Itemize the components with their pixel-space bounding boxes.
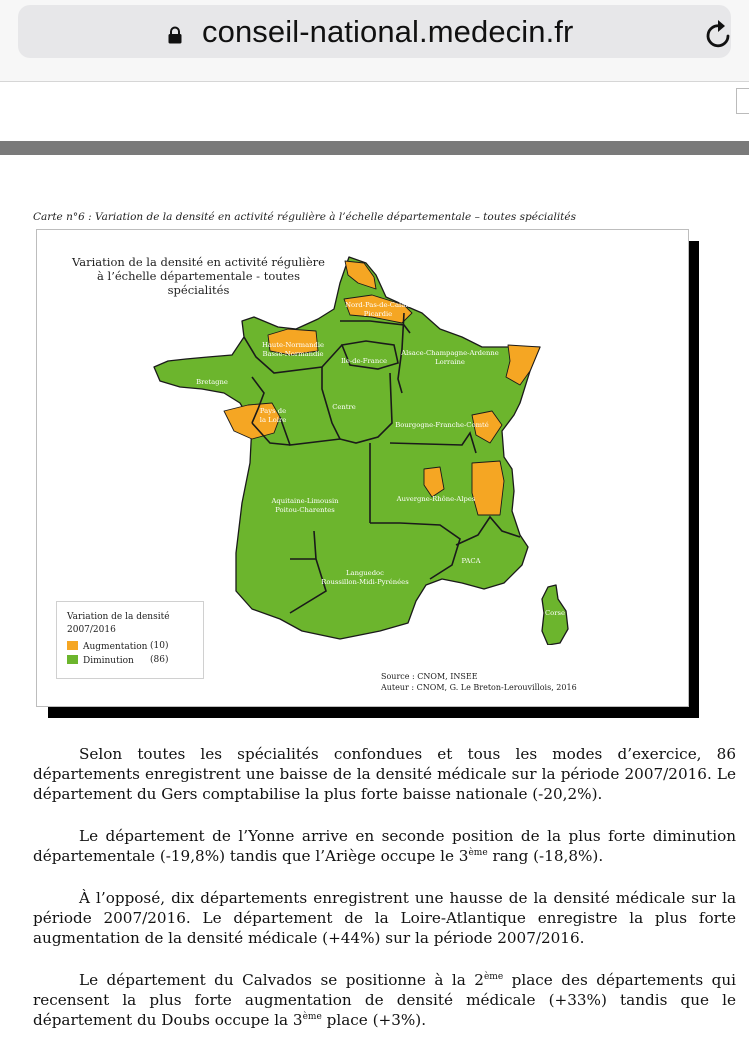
paragraph-4-text: Le département du Calvados se positionne à la 2ème place des départements qui recensent la plus forte augmentation de densité médicale (+33%) tandis que le département du Doubs occupe la 3ème place (+3%). (33, 971, 736, 1029)
label-bfc: Bourgogne-Franche-Comté (395, 421, 489, 429)
paragraph-1 (33, 744, 736, 804)
map-title-line1: Variation de la densité en activité régulière (72, 255, 325, 269)
browser-toolbar (0, 0, 749, 82)
legend-swatch-orange (67, 641, 78, 650)
address-bar[interactable] (18, 5, 731, 58)
map-title-line2: à l’échelle départementale - toutes spécialités (97, 269, 300, 297)
legend-item-diminution (67, 655, 169, 666)
paragraph-2-text: Le département de l’Yonne arrive en seconde position de la plus forte diminution départementale (-19,8%) tandis que l’Ariège occupe le 3ème rang (-18,8%). (33, 827, 736, 865)
label-normandie-2: Basse-Normandie (262, 350, 324, 358)
legend-label: Diminution (83, 656, 134, 666)
source-line1: Source : CNOM, INSEE (381, 672, 478, 681)
lock-icon (167, 26, 183, 44)
viewer-toolbar-divider (0, 141, 749, 155)
label-hdf-1: Nord-Pas-de-Calais (345, 301, 411, 309)
label-centre: Centre (332, 403, 356, 411)
label-pdl-2: la Loire (259, 416, 287, 424)
paragraph-1-text: Selon toutes les spécialités confondues et tous les modes d’exercice, 86 départements enregistrent une baisse de la densité médicale sur la période 2007/2016. Le département du Gers comptabilise la plus forte baisse nationale (-20,2%). (33, 745, 736, 803)
france-map (140, 253, 585, 645)
label-pdl-1: Pays de (259, 407, 287, 415)
legend-count: (86) (150, 655, 169, 665)
label-paca: PACA (461, 557, 481, 565)
dept-savoie (472, 461, 504, 515)
paragraph-3 (33, 888, 736, 948)
legend-label: Augmentation (83, 642, 148, 652)
label-hdf-2: Picardie (363, 310, 393, 318)
page-edge-tab (736, 88, 749, 114)
label-alpc-2: Poitou-Charentes (275, 506, 335, 514)
label-ara: Auvergne-Rhône-Alpes (396, 495, 476, 503)
paragraph-4 (33, 970, 736, 1030)
legend-title-line2: 2007/2016 (67, 625, 116, 635)
label-acal-2: Lorraine (435, 358, 465, 366)
legend-count: (10) (150, 641, 169, 651)
map-caption: Carte n°6 : Variation de la densité en activité régulière à l’échelle départementale – toutes spécialités (33, 211, 576, 223)
source-line2: Auteur : CNOM, G. Le Breton-Lerouvillois, 2016 (381, 683, 577, 692)
map-source (381, 671, 577, 693)
paragraph-2 (33, 826, 736, 866)
label-alpc-1: Aquitaine-Limousin (271, 497, 339, 505)
url-text[interactable]: conseil-national.medecin.fr (202, 14, 574, 49)
label-bretagne: Bretagne (196, 378, 228, 386)
label-corse: Corse (544, 609, 566, 617)
map-legend (56, 601, 204, 679)
legend-title-line1: Variation de la densité (67, 612, 170, 622)
reload-icon[interactable] (704, 18, 734, 50)
legend-swatch-green (67, 655, 78, 664)
label-idf: Ile-de-France (340, 357, 388, 365)
label-lrmp-1: Languedoc (346, 569, 384, 577)
paragraph-3-text: À l’opposé, dix départements enregistrent une hausse de la densité médicale sur la période 2007/2016. Le département de la Loire-Atlantique enregistre la plus forte augmentation de la densité médicale (+44%) sur la période 2007/2016. (33, 889, 736, 947)
dept-bas-rhin (506, 345, 540, 385)
label-acal-1: Alsace-Champagne-Ardenne (401, 349, 499, 357)
legend-item-augmentation (67, 641, 169, 652)
label-normandie-1: Haute-Normandie (261, 341, 325, 349)
legend-title (67, 611, 170, 637)
label-lrmp-2: Roussillon-Midi-Pyrénées (321, 578, 409, 586)
